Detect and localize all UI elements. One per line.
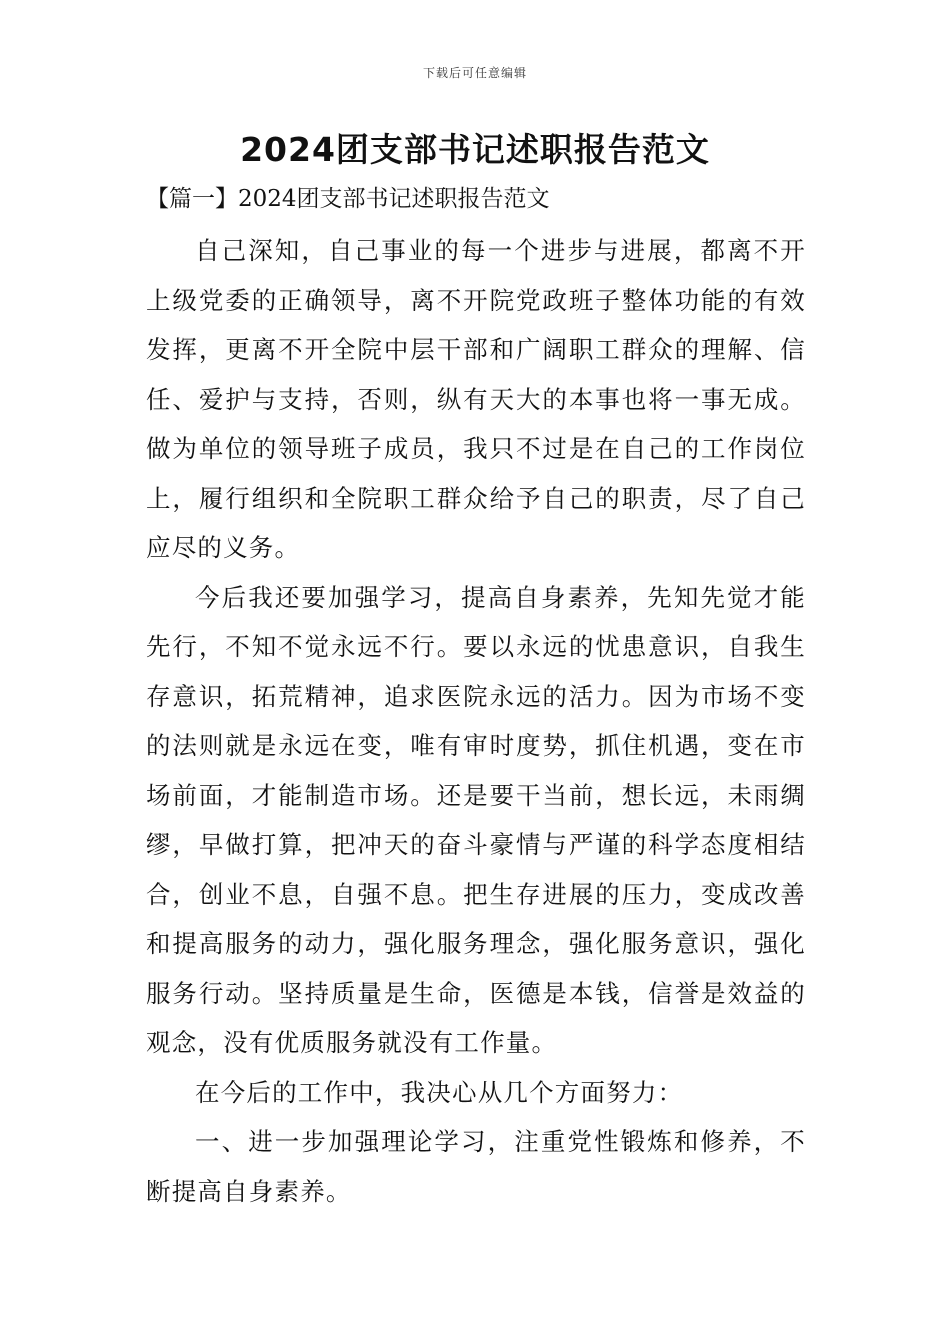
- paragraph: 自己深知，自己事业的每一个进步与进展，都离不开上级党委的正确领导，离不开院党政班子整体功能的有效发挥，更离不开全院中层干部和广阔职工群众的理解、信任、爱护与支持，否则，纵有天大的本事也将一事无成。做为单位的领导班子成员，我只不过是在自己的工作岗位上，履行组织和全院职工群众给予自己的职责，尽了自己应尽的义务。: [146, 236, 806, 562]
- paragraph: 今后我还要加强学习，提高自身素养，先知先觉才能先行，不知不觉永远不行。要以永远的忧患意识，自我生存意识，拓荒精神，追求医院永远的活力。因为市场不变的法则就是永远在变，唯有审时度势，抓住机遇，变在市场前面，才能制造市场。还是要干当前，想长远，未雨绸缪，早做打算，把冲天的奋斗豪情与严谨的科学态度相结合，创业不息，自强不息。把生存进展的压力，变成改善和提高服务的动力，强化服务理念，强化服务意识，强化服务行动。坚持质量是生命，医德是本钱，信誉是效益的观念，没有优质服务就没有工作量。: [146, 582, 806, 1057]
- document-title: 2024团支部书记述职报告范文: [240, 130, 710, 169]
- section-heading: 【篇一】2024团支部书记述职报告范文: [146, 186, 550, 212]
- paragraph: 在今后的工作中，我决心从几个方面努力：: [195, 1077, 684, 1107]
- header-note: 下载后可任意编辑: [422, 66, 527, 80]
- document-body: [146, 226, 806, 1216]
- paragraph: 一、进一步加强理论学习，注重党性锻炼和修养，不断提高自身素养。: [146, 1127, 806, 1206]
